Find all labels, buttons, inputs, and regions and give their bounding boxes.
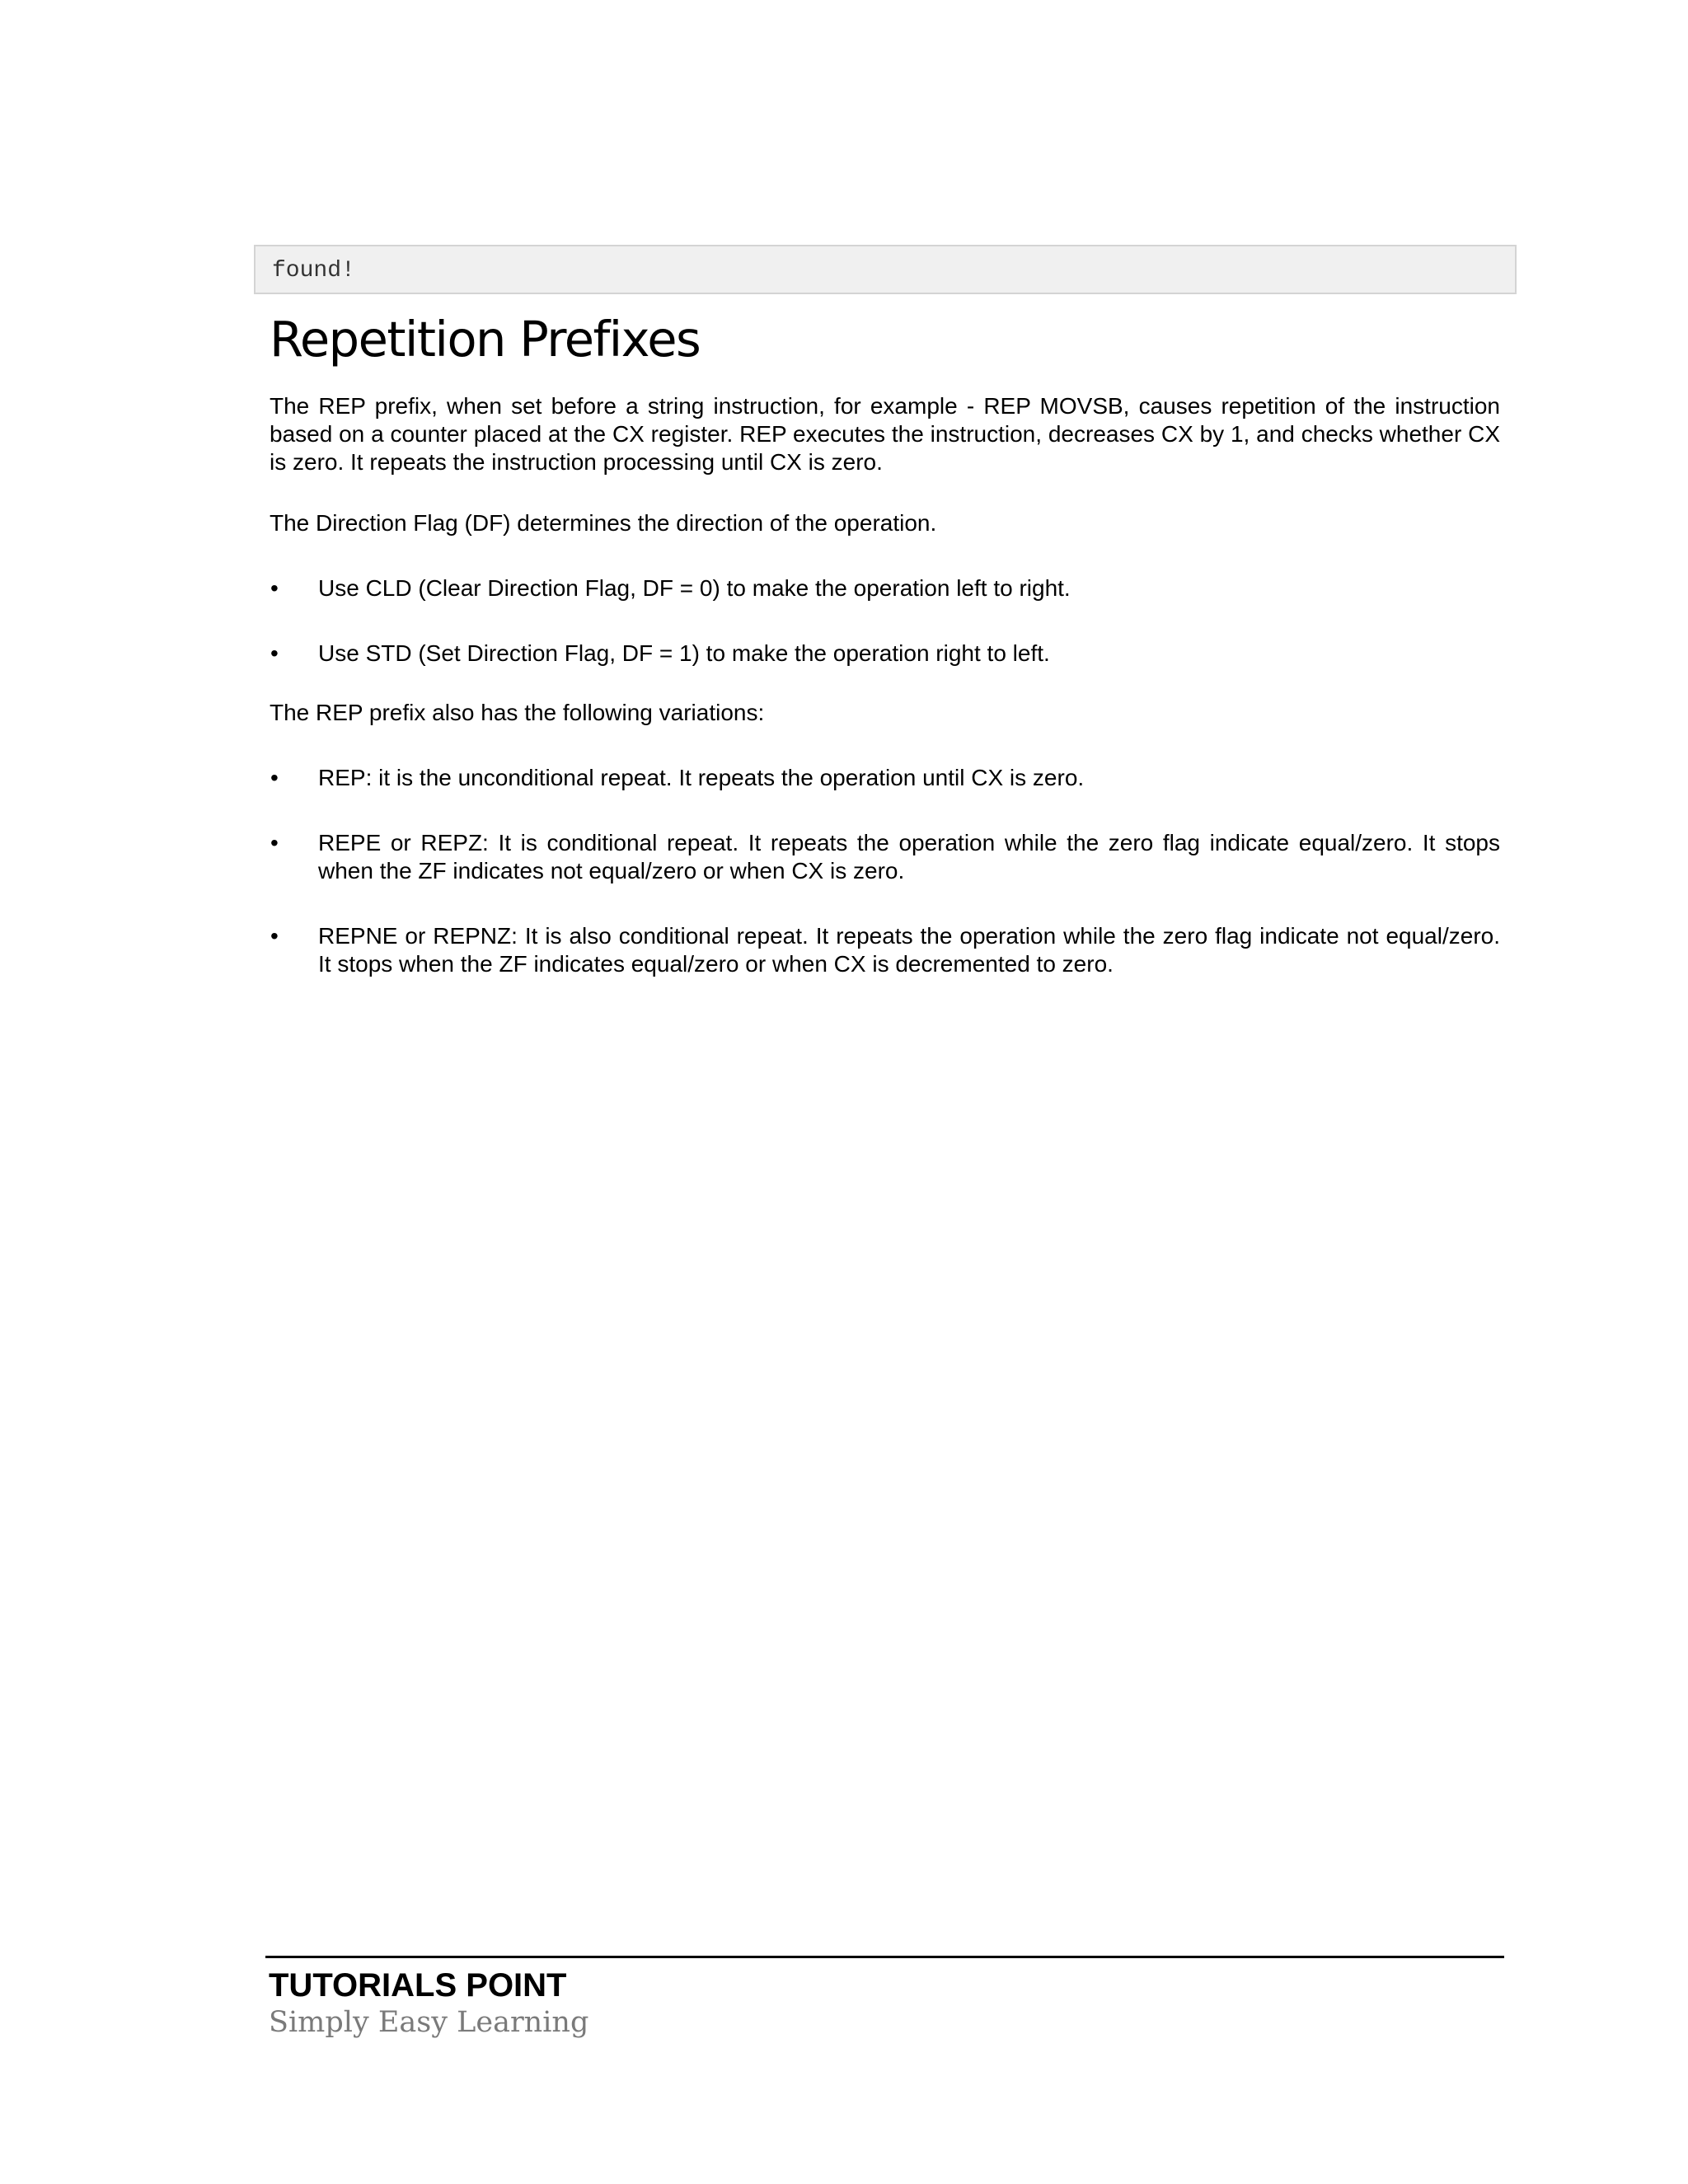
list-item-text: Use CLD (Clear Direction Flag, DF = 0) to make the operation left to right.: [318, 575, 1071, 601]
section-body: [270, 392, 1500, 978]
direction-flag-list: [270, 574, 1500, 668]
variations-paragraph: The REP prefix also has the following variations:: [270, 700, 765, 725]
list-item-text: REPNE or REPNZ: It is also conditional repeat. It repeats the operation while the zero flag indicate not equal/zero. It stops when the ZF indicates equal/zero or when CX is decremented to zero.: [318, 923, 1500, 977]
direction-flag-paragraph: The Direction Flag (DF) determines the direction of the operation.: [270, 510, 937, 536]
list-item-text: REP: it is the unconditional repeat. It repeats the operation until CX is zero.: [318, 765, 1085, 790]
footer-tagline: Simply Easy Learning: [269, 2006, 589, 2039]
bullet-icon: •: [270, 640, 279, 666]
code-output-text: found!: [272, 258, 355, 284]
list-item: [270, 574, 1500, 602]
bullet-icon: •: [270, 575, 279, 601]
footer-brand: TUTORIALS POINT: [269, 1967, 567, 2004]
bullet-icon: •: [270, 830, 279, 855]
list-item-text: REPE or REPZ: It is conditional repeat. It repeats the operation while the zero flag indicate equal/zero. It stops when the ZF indicates not equal/zero or when CX is zero.: [318, 830, 1500, 883]
list-item: [270, 829, 1500, 885]
bullet-icon: •: [270, 765, 279, 790]
bullet-icon: •: [270, 923, 279, 949]
footer-divider: [265, 1956, 1504, 1958]
list-item: [270, 922, 1500, 978]
list-item: [270, 640, 1500, 668]
intro-paragraph: The REP prefix, when set before a string instruction, for example - REP MOVSB, causes repetition of the instruction based on a counter placed at the CX register. REP executes the instruction, decreases CX by 1, and checks whether CX is zero. It repeats the instruction processing until CX is zero.: [270, 393, 1500, 475]
rep-variations-list: [270, 764, 1500, 978]
list-item-text: Use STD (Set Direction Flag, DF = 1) to make the operation right to left.: [318, 640, 1050, 666]
section-heading: Repetition Prefixes: [270, 311, 701, 368]
code-output-block: [254, 245, 1517, 294]
list-item: [270, 764, 1500, 792]
